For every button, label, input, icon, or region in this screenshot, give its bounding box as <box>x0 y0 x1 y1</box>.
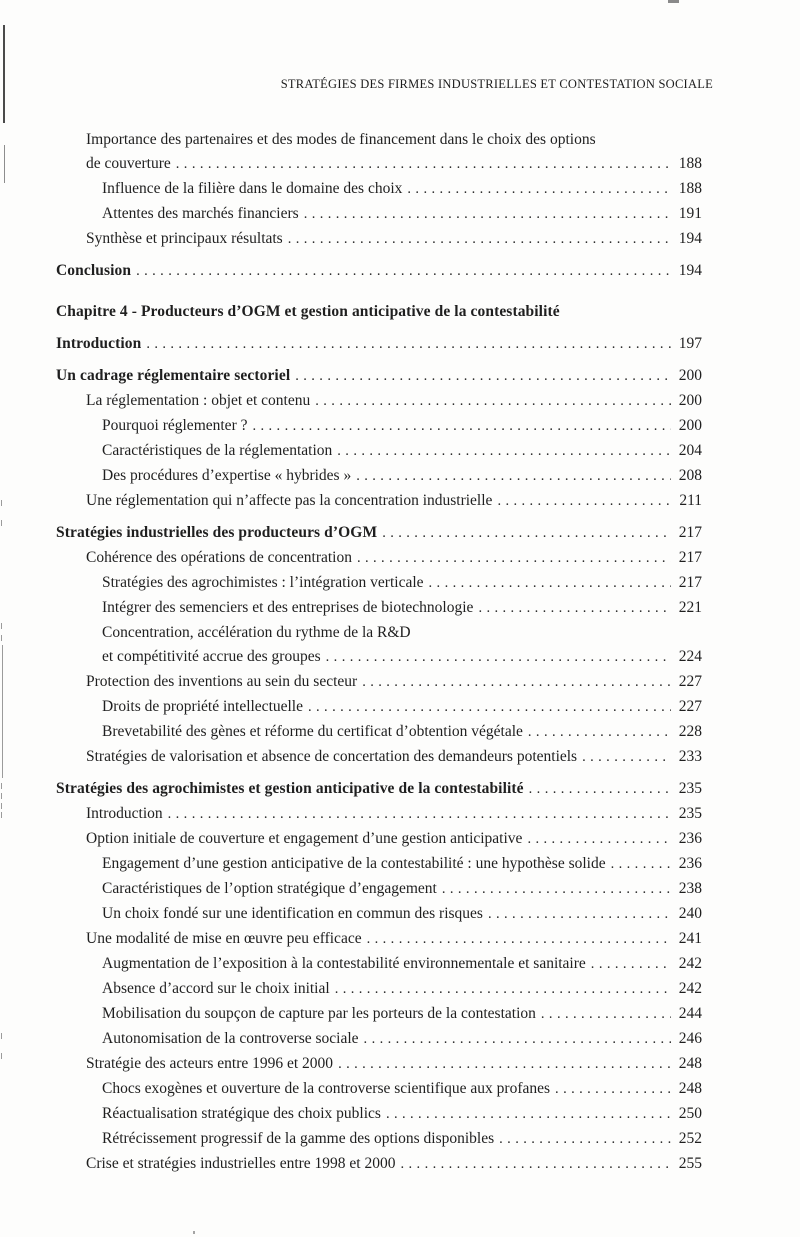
toc-entry-label: Mobilisation du soupçon de capture par les porteurs de la contestation <box>102 1005 536 1022</box>
dot-leader <box>304 202 671 226</box>
toc-entry-line <box>86 389 702 413</box>
toc-entry <box>56 389 702 413</box>
toc-entry-label: Une réglementation qui n’affecte pas la concentration industrielle <box>86 492 493 509</box>
toc-entry-line <box>102 571 702 595</box>
dot-leader <box>308 695 671 719</box>
dot-leader <box>146 332 671 356</box>
page-number: 197 <box>678 335 702 352</box>
toc-entry-line <box>102 1102 702 1126</box>
toc-entry <box>56 1077 702 1101</box>
toc-entry-line <box>102 414 702 438</box>
toc-entry-label: Conclusion <box>56 262 132 279</box>
toc-entry-label: Stratégies des agrochimistes : l’intégration verticale <box>102 574 424 591</box>
scan-artifact-mark <box>1 623 2 629</box>
dot-leader <box>367 927 671 951</box>
scan-artifact-mark <box>1 635 2 641</box>
toc-entry <box>56 852 702 876</box>
toc-entry <box>56 177 702 201</box>
toc-entry <box>56 489 702 513</box>
toc-entry-line <box>102 645 702 669</box>
dot-leader <box>288 227 671 251</box>
toc-entry-label: Concentration, accélération du rythme de la R&D <box>102 624 411 641</box>
page-number: 242 <box>678 980 702 997</box>
toc-entry-label: Introduction <box>86 805 163 822</box>
scan-artifact-binding-line <box>3 25 5 123</box>
dot-leader <box>429 571 671 595</box>
dot-leader <box>362 670 671 694</box>
toc-entry-line <box>86 227 702 251</box>
scan-artifact-mark <box>1 520 2 526</box>
page-number: 217 <box>678 574 702 591</box>
scan-artifact-mark <box>1 803 2 809</box>
dot-leader <box>591 952 671 976</box>
dot-leader <box>527 827 671 851</box>
page-number: 188 <box>678 180 702 197</box>
toc-entry-label: Rétrécissement progressif de la gamme des options disponibles <box>102 1130 495 1147</box>
toc-entry-line <box>86 152 702 176</box>
toc-entry-label: Droits de propriété intellectuelle <box>102 698 303 715</box>
toc-entry-line <box>56 521 702 545</box>
toc-entry <box>56 802 702 826</box>
toc-entry-line <box>102 695 702 719</box>
dot-leader <box>295 364 671 388</box>
page-number: 208 <box>678 467 702 484</box>
toc-entry <box>56 128 702 176</box>
dot-leader <box>356 464 671 488</box>
page-number: 241 <box>678 930 702 947</box>
page-number: 255 <box>678 1155 702 1172</box>
toc-entry-line <box>56 364 702 388</box>
toc-entry-label: Engagement d’une gestion anticipative de la contestabilité : une hypothèse solide <box>102 855 606 872</box>
toc-entry-label: Réactualisation stratégique des choix publics <box>102 1105 381 1122</box>
dot-leader <box>357 546 671 570</box>
page-number: 252 <box>678 1130 702 1147</box>
dot-leader <box>497 489 671 513</box>
toc-entry-label: Pourquoi réglementer ? <box>102 417 248 434</box>
toc-entry-label: Stratégies de valorisation et absence de concertation des demandeurs potentiels <box>86 748 578 765</box>
table-of-contents <box>56 127 702 1176</box>
toc-entry <box>56 1127 702 1151</box>
toc-entry-line <box>56 259 702 283</box>
scan-artifact-mark <box>1 500 2 506</box>
toc-entry-label: La réglementation : objet et contenu <box>86 392 311 409</box>
dot-leader <box>335 977 671 1001</box>
toc-entry-label: Importance des partenaires et des modes de financement dans le choix des options <box>86 131 596 148</box>
toc-entry <box>56 521 702 545</box>
toc-entry-line <box>56 777 702 801</box>
page-number: 248 <box>678 1055 702 1072</box>
page-number: 211 <box>679 492 702 509</box>
toc-entry <box>56 777 702 801</box>
toc-entry-label: Autonomisation de la controverse sociale <box>102 1030 359 1047</box>
dot-leader <box>136 259 671 283</box>
toc-entry-line <box>86 546 702 570</box>
dot-leader <box>401 1152 672 1176</box>
toc-entry-label: Absence d’accord sur le choix initial <box>102 980 330 997</box>
toc-entry-label: Stratégies des agrochimistes et gestion anticipative de la contestabilité <box>56 780 524 797</box>
toc-entry <box>56 745 702 769</box>
toc-entry-line <box>86 927 702 951</box>
toc-entry <box>56 571 702 595</box>
toc-entry <box>56 695 702 719</box>
toc-entry-label: Augmentation de l’exposition à la contestabilité environnementale et sanitaire <box>102 955 586 972</box>
page-number: 217 <box>678 549 702 566</box>
page-number: 224 <box>678 648 702 665</box>
dot-leader <box>252 414 671 438</box>
toc-entry <box>56 227 702 251</box>
page-number: 236 <box>678 830 702 847</box>
page-number: 240 <box>678 905 702 922</box>
dot-leader <box>386 1102 671 1126</box>
toc-entry <box>56 1102 702 1126</box>
dot-leader <box>176 152 671 176</box>
toc-entry-label: Synthèse et principaux résultats <box>86 230 283 247</box>
toc-entry-label: Cohérence des opérations de concentration <box>86 549 352 566</box>
toc-entry <box>56 1027 702 1051</box>
toc-entry <box>56 952 702 976</box>
toc-entry-line <box>102 952 702 976</box>
toc-entry <box>56 720 702 744</box>
toc-entry-line <box>102 1077 702 1101</box>
dot-leader <box>529 777 671 801</box>
toc-entry-label: Attentes des marchés financiers <box>102 205 299 222</box>
page-number: 204 <box>678 442 702 459</box>
toc-entry-label: Chocs exogènes et ouverture de la controverse scientifique aux profanes <box>102 1080 551 1097</box>
page-number: 200 <box>678 367 702 384</box>
toc-entry-label: Stratégie des acteurs entre 1996 et 2000 <box>86 1055 334 1072</box>
toc-entry-line <box>102 1002 702 1026</box>
page-number: 244 <box>678 1005 702 1022</box>
dot-leader <box>488 902 671 926</box>
toc-entry-line <box>102 464 702 488</box>
scan-artifact-mark <box>1 783 2 789</box>
toc-entry-label: Un cadrage réglementaire sectoriel <box>56 367 291 384</box>
scan-artifact-binding-line <box>4 145 5 183</box>
toc-entry <box>56 977 702 1001</box>
page-number: 236 <box>678 855 702 872</box>
page-number: 250 <box>678 1105 702 1122</box>
toc-entry <box>56 439 702 463</box>
toc-entry-label: Option initiale de couverture et engagement d’une gestion anticipative <box>86 830 523 847</box>
page-number: 227 <box>678 673 702 690</box>
dot-leader <box>555 1077 671 1101</box>
toc-entry-line <box>102 596 702 620</box>
page-number: 191 <box>678 205 702 222</box>
dot-leader <box>499 1127 671 1151</box>
dot-leader <box>611 852 671 876</box>
page-number: 238 <box>678 880 702 897</box>
page-number: 200 <box>678 417 702 434</box>
toc-entry-line <box>102 202 702 226</box>
toc-entry-label: Intégrer des semenciers et des entreprises de biotechnologie <box>102 599 474 616</box>
scan-artifact-mark <box>1 793 2 799</box>
dot-leader <box>407 177 671 201</box>
toc-entry-line <box>86 1152 702 1176</box>
scan-artifact-mark <box>1 812 2 818</box>
scan-artifact-binding-line <box>2 645 3 778</box>
dot-leader <box>364 1027 671 1051</box>
toc-entry <box>56 332 702 356</box>
toc-entry-label: Protection des inventions au sein du secteur <box>86 673 358 690</box>
page-number: 235 <box>678 805 702 822</box>
dot-leader <box>315 389 671 413</box>
toc-entry <box>56 621 702 669</box>
toc-entry <box>56 464 702 488</box>
toc-entry <box>56 670 702 694</box>
page-number: 233 <box>678 748 702 765</box>
toc-entry <box>56 1052 702 1076</box>
page-number: 194 <box>678 230 702 247</box>
toc-entry-label: Caractéristiques de la réglementation <box>102 442 333 459</box>
toc-entry <box>56 827 702 851</box>
page-number: 248 <box>678 1080 702 1097</box>
page-number: 217 <box>678 524 702 541</box>
toc-entry-line <box>86 1052 702 1076</box>
dot-leader <box>582 745 671 769</box>
toc-entry-line <box>102 977 702 1001</box>
page-number: 235 <box>678 780 702 797</box>
toc-entry <box>56 414 702 438</box>
toc-entry-line <box>102 439 702 463</box>
dot-leader <box>442 877 671 901</box>
toc-entry-line <box>102 1127 702 1151</box>
scan-artifact-mark <box>1 1053 2 1059</box>
toc-entry-label: Caractéristiques de l’option stratégique d’engagement <box>102 880 437 897</box>
toc-entry-label: Brevetabilité des gènes et réforme du certificat d’obtention végétale <box>102 723 523 740</box>
page-number: 246 <box>678 1030 702 1047</box>
dot-leader <box>326 645 671 669</box>
page-number: 200 <box>678 392 702 409</box>
toc-entry-label: de couverture <box>86 155 171 172</box>
toc-entry <box>56 902 702 926</box>
toc-entry-line <box>56 332 702 356</box>
toc-entry-line <box>86 489 702 513</box>
toc-entry <box>56 1002 702 1026</box>
toc-entry-label: Stratégies industrielles des producteurs d’OGM <box>56 524 378 541</box>
page-number: 242 <box>678 955 702 972</box>
toc-entry-line <box>102 720 702 744</box>
page-number: 188 <box>678 155 702 172</box>
toc-entry-label: Introduction <box>56 335 142 352</box>
page-number: 227 <box>678 698 702 715</box>
toc-entry <box>56 364 702 388</box>
dot-leader <box>478 596 671 620</box>
dot-leader <box>382 521 671 545</box>
toc-entry <box>56 596 702 620</box>
toc-entry-line <box>86 827 702 851</box>
dot-leader <box>528 720 671 744</box>
toc-entry <box>56 1152 702 1176</box>
toc-entry <box>56 877 702 901</box>
toc-chapter-label: Chapitre 4 - Producteurs d’OGM et gestion anticipative de la contestabilité <box>56 303 560 320</box>
toc-entry-line <box>86 802 702 826</box>
toc-entry-line <box>102 1027 702 1051</box>
toc-entry-line <box>102 902 702 926</box>
toc-entry-label: Influence de la filière dans le domaine des choix <box>102 180 403 197</box>
page-number: 221 <box>678 599 702 616</box>
toc-entry-line <box>86 670 702 694</box>
dot-leader <box>168 802 671 826</box>
scan-artifact-mark <box>668 0 679 3</box>
page-number: 194 <box>678 262 702 279</box>
toc-chapter-heading <box>56 300 702 324</box>
toc-entry <box>56 202 702 226</box>
toc-entry <box>56 259 702 283</box>
scan-artifact-mark <box>193 1231 195 1234</box>
toc-entry <box>56 927 702 951</box>
scan-artifact-mark <box>1 1033 2 1039</box>
toc-entry-line <box>102 177 702 201</box>
toc-entry-label: Un choix fondé sur une identification en commun des risques <box>102 905 483 922</box>
toc-entry <box>56 546 702 570</box>
toc-entry-label: Une modalité de mise en œuvre peu efficace <box>86 930 362 947</box>
toc-entry-line <box>102 877 702 901</box>
toc-entry-label: et compétitivité accrue des groupes <box>102 648 321 665</box>
page-number: 228 <box>678 723 702 740</box>
dot-leader <box>338 1052 671 1076</box>
toc-entry-label: Des procédures d’expertise « hybrides » <box>102 467 352 484</box>
dot-leader <box>541 1002 671 1026</box>
toc-entry-label: Crise et stratégies industrielles entre 1998 et 2000 <box>86 1155 396 1172</box>
toc-entry-line <box>86 745 702 769</box>
toc-entry-line <box>102 852 702 876</box>
dot-leader <box>337 439 671 463</box>
running-header: STRATÉGIES DES FIRMES INDUSTRIELLES ET CONTESTATION SOCIALE <box>280 77 713 91</box>
